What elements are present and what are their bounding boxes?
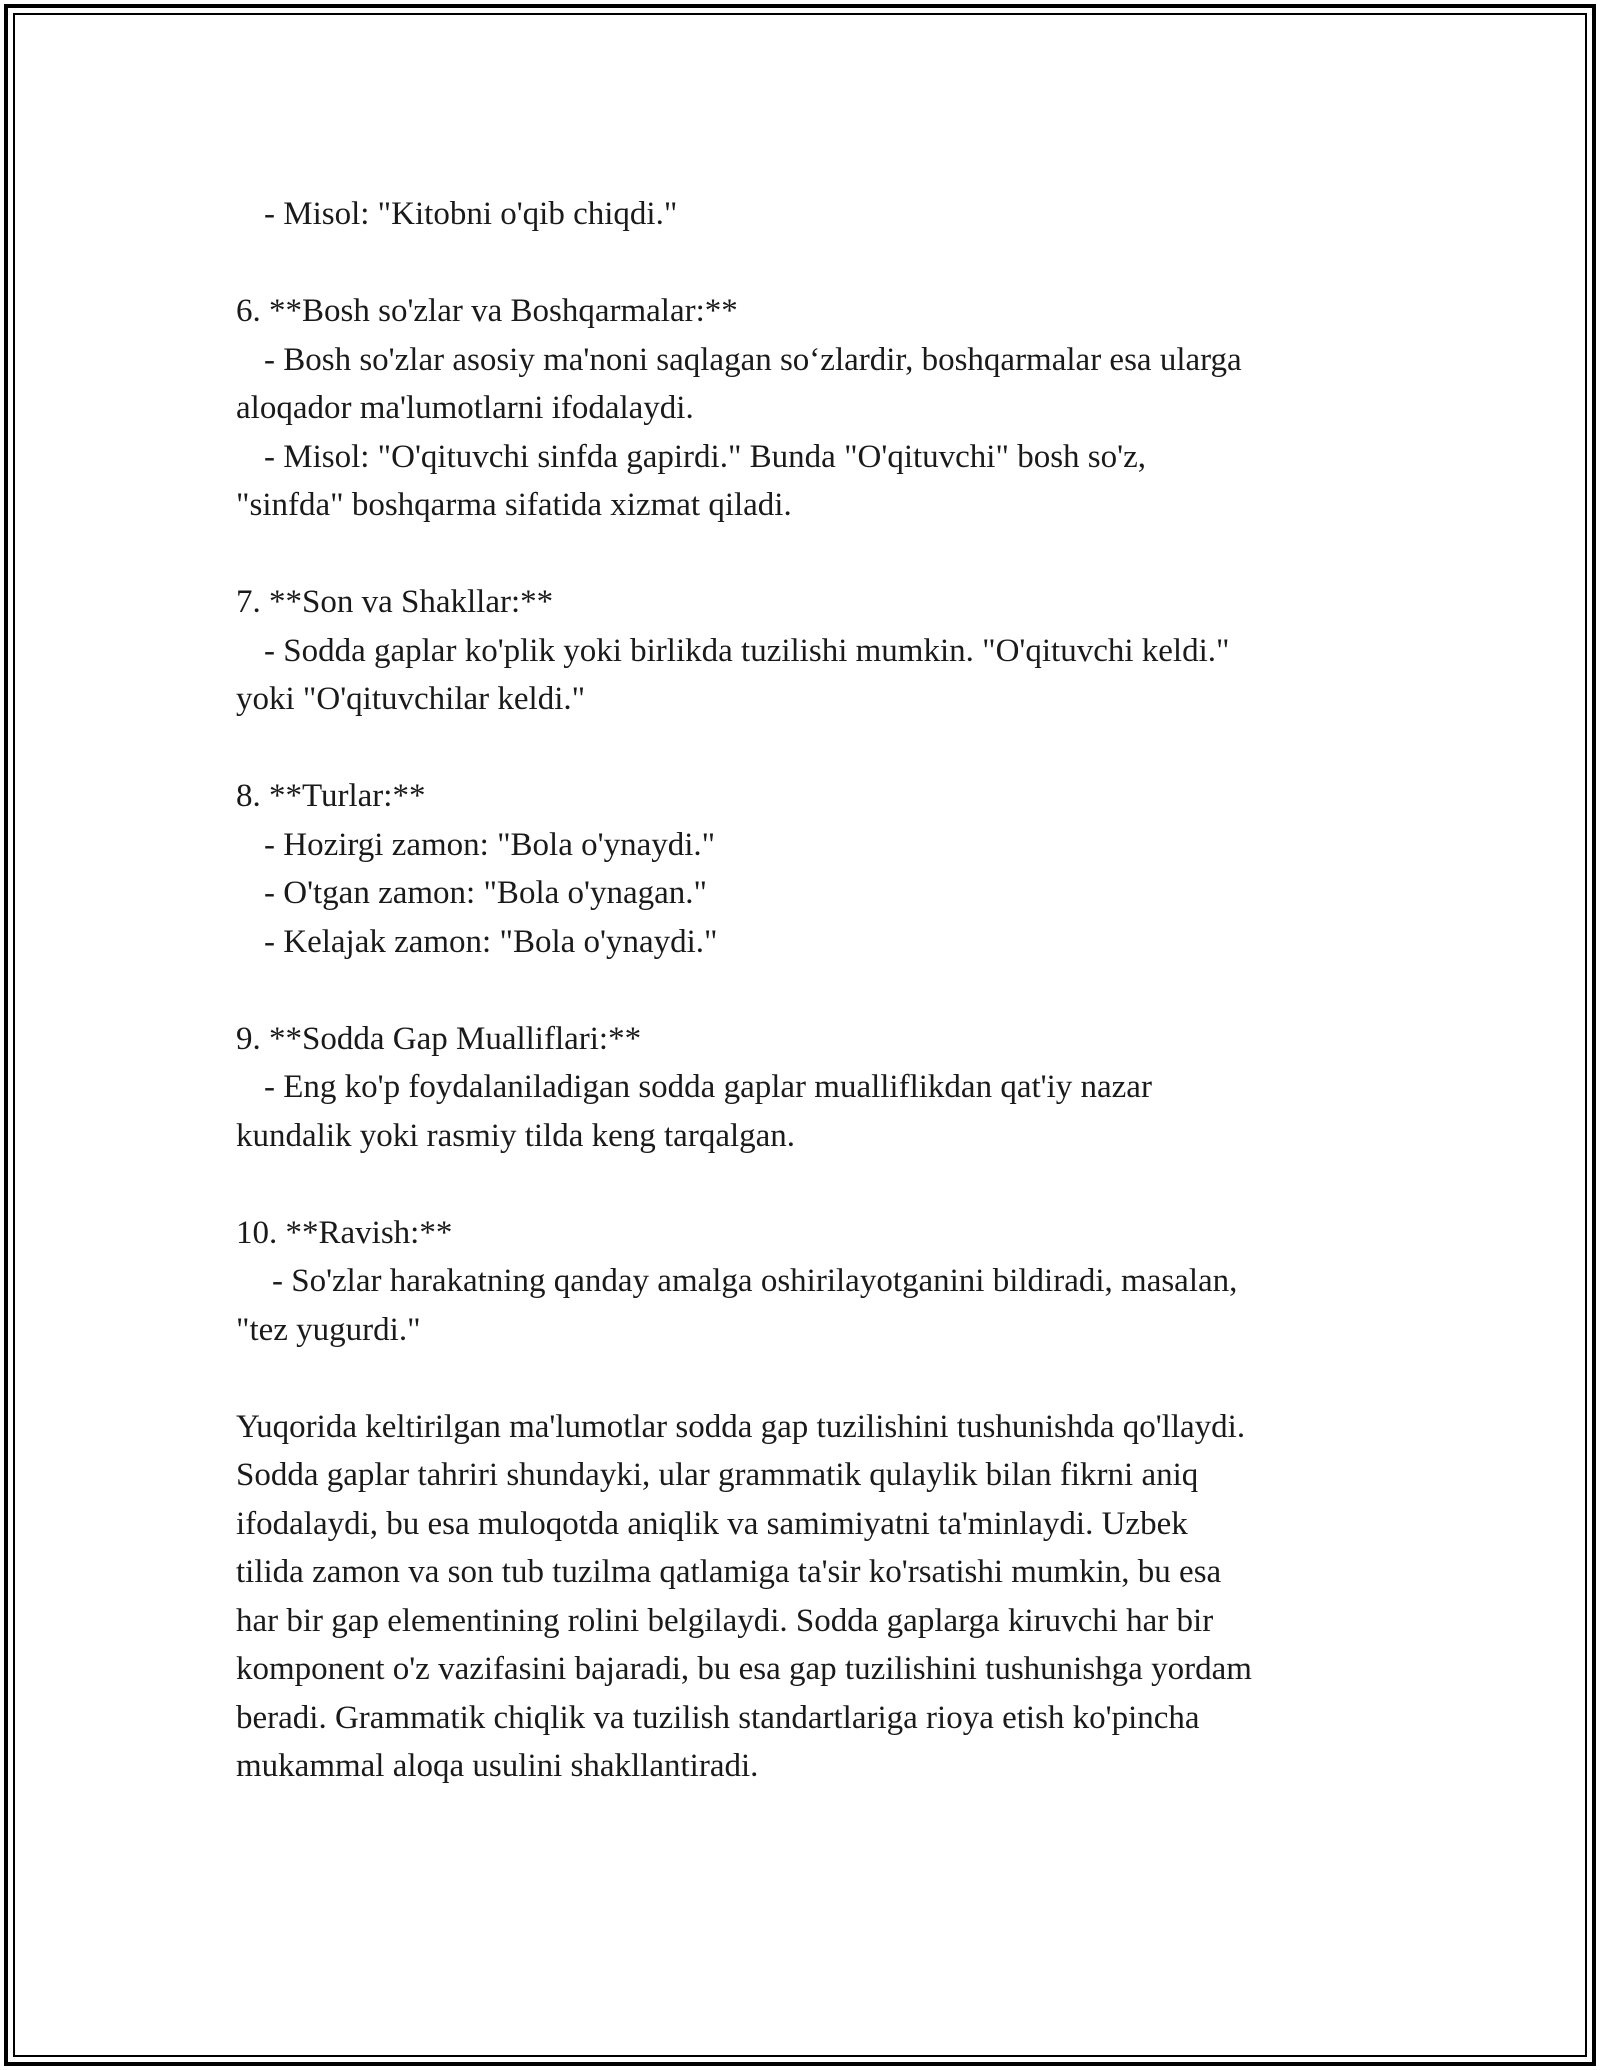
section-heading: 7. **Son va Shakllar:** bbox=[236, 584, 554, 620]
conclusion-paragraph bbox=[236, 1403, 1386, 1791]
section-line: aloqador ma'lumotlarni ifodalaydi. bbox=[236, 390, 694, 426]
section-heading: 9. **Sodda Gap Mualliflari:** bbox=[236, 1020, 642, 1057]
paragraph-line: har bir gap elementining rolini belgilaydi. Sodda gaplarga kiruvchi har bir bbox=[236, 1602, 1214, 1639]
section-line: - Hozirgi zamon: "Bola o'ynaydi." bbox=[264, 826, 716, 863]
paragraph-line: beradi. Grammatik chiqlik va tuzilish standartlariga rioya etish ko'pincha bbox=[236, 1699, 1200, 1736]
paragraph-line: Sodda gaplar tahriri shundayki, ular grammatik qulaylik bilan fikrni aniq bbox=[236, 1457, 1199, 1493]
paragraph-line: komponent o'z vazifasini bajaradi, bu esa gap tuzilishini tushunishga yordam bbox=[236, 1651, 1252, 1687]
example-line: - Misol: "Kitobni o'qib chiqdi." bbox=[264, 196, 678, 232]
section-heading: 6. **Bosh so'zlar va Boshqarmalar:** bbox=[236, 293, 738, 329]
section-8 bbox=[236, 772, 1386, 966]
section-line: kundalik yoki rasmiy tilda keng tarqalgan. bbox=[236, 1117, 796, 1154]
section-line: - Kelajak zamon: "Bola o'ynaydi." bbox=[264, 923, 718, 960]
section-line: "tez yugurdi." bbox=[236, 1311, 421, 1348]
section-line: - So'zlar harakatning qanday amalga oshirilayotganini bildiradi, masalan, bbox=[272, 1263, 1238, 1299]
section-heading: 8. **Turlar:** bbox=[236, 778, 426, 814]
paragraph-line: tilida zamon va son tub tuzilma qatlamiga ta'sir ko'rsatishi mumkin, bu esa bbox=[236, 1554, 1222, 1590]
paragraph-line: ifodalaydi, bu esa muloqotda aniqlik va samimiyatni ta'minlaydi. Uzbek bbox=[236, 1505, 1188, 1542]
section-line: - O'tgan zamon: "Bola o'ynagan." bbox=[264, 875, 707, 911]
section-line: - Misol: "O'qituvchi sinfda gapirdi." Bunda "O'qituvchi" bosh so'z, bbox=[264, 438, 1146, 475]
section-line: yoki "O'qituvchilar keldi." bbox=[236, 681, 586, 717]
section-heading: 10. **Ravish:** bbox=[236, 1214, 453, 1251]
section-10 bbox=[236, 1209, 1386, 1355]
section-line: - Eng ko'p foydalaniladigan sodda gaplar mualliflikdan qat'iy nazar bbox=[264, 1069, 1152, 1105]
paragraph-line: mukammal aloqa usulini shakllantiradi. bbox=[236, 1748, 759, 1784]
section-line: "sinfda" boshqarma sifatida xizmat qiladi. bbox=[236, 487, 792, 523]
section-7 bbox=[236, 578, 1386, 724]
section-9 bbox=[236, 1015, 1386, 1161]
section-6 bbox=[236, 287, 1386, 530]
paragraph-line: Yuqorida keltirilgan ma'lumotlar sodda gap tuzilishini tushunishda qo'llaydi. bbox=[236, 1408, 1246, 1445]
section-line: - Bosh so'zlar asosiy ma'noni saqlagan so‘zlardir, boshqarmalar esa ularga bbox=[264, 341, 1242, 378]
section-line: - Sodda gaplar ko'plik yoki birlikda tuzilishi mumkin. "O'qituvchi keldi." bbox=[264, 632, 1230, 669]
document-body bbox=[236, 190, 1386, 1791]
